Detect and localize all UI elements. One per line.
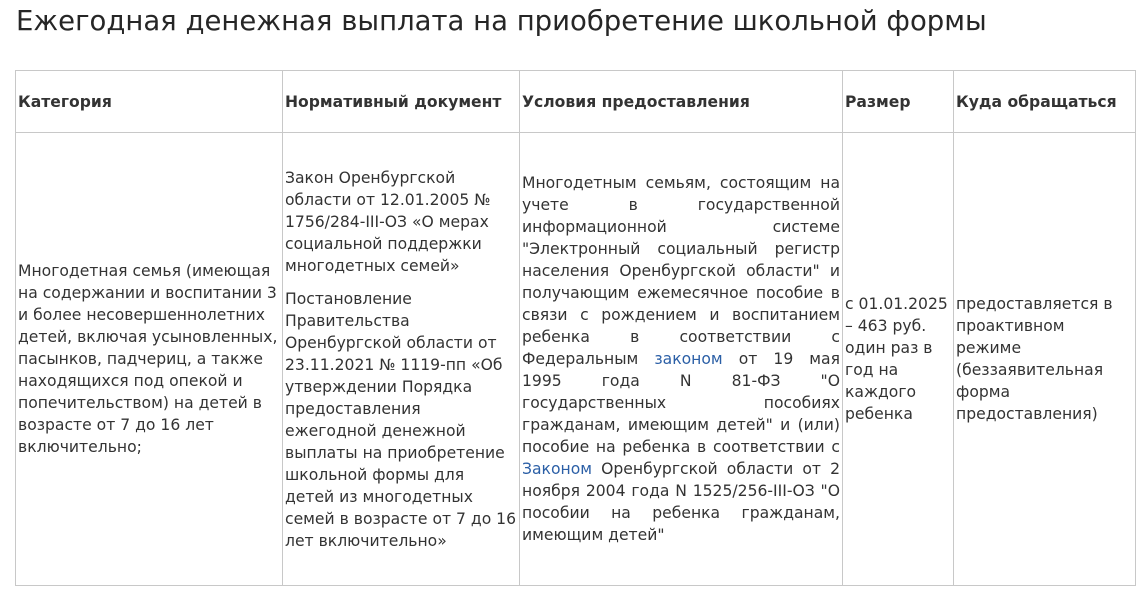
cell-amount: с 01.01.2025 – 463 руб. один раз в год на каждого ребенка: [843, 133, 954, 586]
header-category: Категория: [16, 71, 283, 133]
cell-conditions: [520, 133, 843, 586]
conditions-text-1: Многодетным семьям, состоящим на учете в государственной информационной системе "Электронный социальный регистр населения Оренбургской области" и получающим ежемесячное пособие в связи с рождением и воспитанием ребенка в соответствии с Федеральным: [522, 174, 840, 368]
document-law: Закон Оренбургской области от 12.01.2005 № 1756/284-III-ОЗ «О мерах социальной поддержки многодетных семей»: [285, 168, 491, 275]
header-conditions: Условия предоставления: [520, 71, 843, 133]
conditions-text-3: Оренбургской области от 2 ноября 2004 года N 1525/256-III-ОЗ "О пособии на ребенка гражданам, имеющим детей": [522, 460, 840, 544]
cell-document: [283, 133, 520, 586]
header-document: Нормативный документ: [283, 71, 520, 133]
conditions-text-2: от 19 мая 1995 года N 81-ФЗ "О государственных пособиях гражданам, имеющим детей" и (или) пособие на ребенка в соответствии с: [522, 350, 840, 456]
federal-law-link[interactable]: законом: [654, 350, 723, 368]
table-row: [16, 133, 1136, 586]
document-resolution: Постановление Правительства Оренбургской области от 23.11.2021 № 1119-пп «Об утверждении Порядка предоставления ежегодной денежной выплаты на приобретение школьной формы для детей из многодетных семей в возрасте от 7 до 16 лет включительно»: [285, 289, 517, 550]
table-header-row: [16, 71, 1136, 133]
regional-law-link[interactable]: Законом: [522, 460, 593, 478]
header-where: Куда обращаться: [954, 71, 1136, 133]
cell-category: Многодетная семья (имеющая на содержании и воспитании 3 и более несовершеннолетних детей, включая усыновленных, пасынков, падчериц, а также находящихся под опекой и попечительством) на детей в возрасте от 7 до 16 лет включительно;: [16, 133, 283, 586]
page-title: Ежегодная денежная выплата на приобретение школьной формы: [16, 5, 987, 37]
cell-where: предоставляется в проактивном режиме (беззаявительная форма предоставления): [954, 133, 1136, 586]
benefits-table: [15, 70, 1136, 586]
header-amount: Размер: [843, 71, 954, 133]
